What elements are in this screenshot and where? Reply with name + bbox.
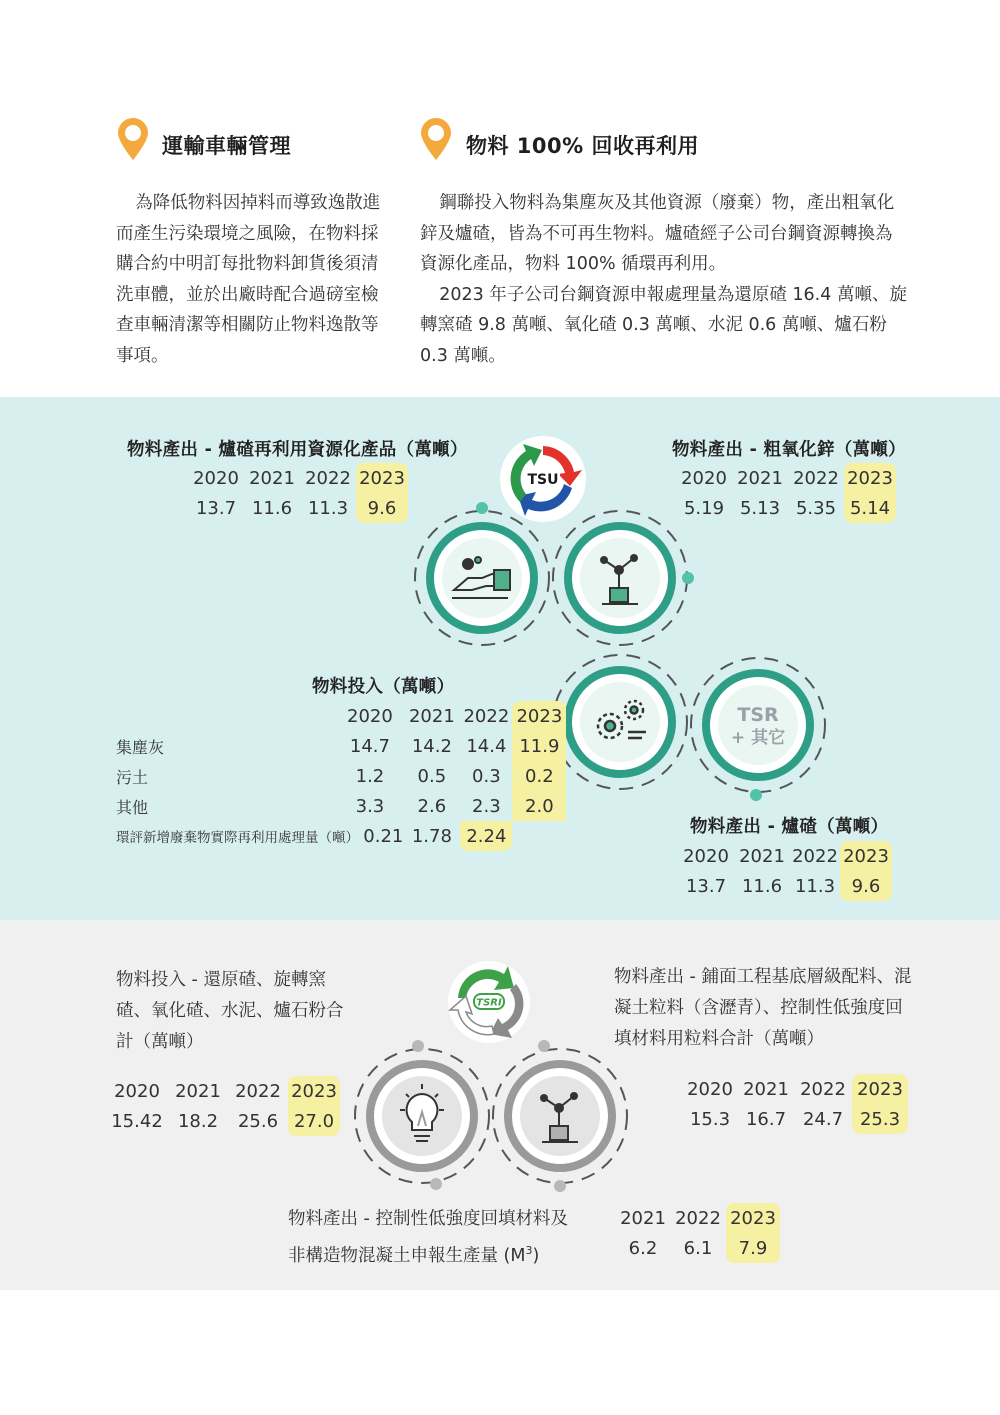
value-cell: 1.2 — [355, 765, 385, 787]
location-pin-icon — [116, 117, 150, 161]
input-total-title: 物料投入 - 還原碴、旋轉窯碴、氧化碴、水泥、爐石粉合計（萬噸） — [116, 970, 344, 1052]
value-cell: 11.3 — [794, 875, 836, 897]
paragraph: 為降低物料因掉料而導致逸散進而產生污染環境之風險，在物料採購合約中明訂每批物料卸貨後須清洗車體，並於出廠時配合過磅室檢查車輛清潔等相關防止物料逸散等事項。 — [116, 193, 381, 366]
value-cell: 14.4 — [466, 735, 507, 757]
row-label-text: 環評新增廢棄物實際再利用處理量（噸） — [116, 829, 359, 846]
clsm-title-line1: 物料產出 - 控制性低強度回填材料及 — [288, 1209, 568, 1229]
empty-cell — [116, 701, 337, 731]
tsr-others-text: + 其它 — [730, 728, 786, 748]
tsr-text: TSR — [737, 704, 779, 726]
year-cell: 2021 — [175, 1080, 221, 1102]
clsm-output-table — [616, 1203, 780, 1263]
row-label — [116, 821, 403, 851]
gray-dot — [554, 1180, 566, 1192]
value-cell-2023: 9.6 — [840, 871, 892, 901]
value-cell: 6.1 — [683, 1237, 713, 1259]
value-cell: 13.7 — [195, 497, 237, 519]
value-cell: 3.3 — [355, 795, 385, 817]
year-cell: 2020 — [681, 467, 727, 489]
value-cell-2023: 9.6 — [356, 493, 408, 523]
heading-vehicle-management: 運輸車輛管理 — [162, 134, 291, 158]
value-cell: 16.7 — [745, 1108, 787, 1130]
year-cell: 2021 — [739, 845, 785, 867]
value-cell: 14.7 — [349, 735, 390, 757]
gray-dot — [538, 1040, 550, 1052]
zinc-oxide-title: 物料產出 - 粗氧化鋅（萬噸） — [672, 440, 906, 460]
year-cell: 2020 — [687, 1078, 733, 1100]
clsm-output-title — [288, 1204, 608, 1272]
value-cell: 25.6 — [237, 1110, 279, 1132]
aggregate-output-title: 物料產出 - 鋪面工程基底層級配料、混凝土粒料（含瀝青）、控制性低強度回填材料用粒料合計（萬噸） — [614, 967, 912, 1049]
material-recycling-text — [420, 188, 908, 371]
value-cell: 11.3 — [307, 497, 349, 519]
gray-robot-arm-circle — [490, 1046, 630, 1186]
year-cell: 2021 — [408, 705, 455, 727]
value-cell: 15.42 — [111, 1110, 163, 1132]
row-label: 其他 — [116, 797, 149, 817]
teal-dot — [682, 572, 694, 584]
robot-arm-circle — [550, 508, 690, 648]
material-input-table — [116, 701, 566, 851]
vehicle-management-text — [116, 188, 382, 371]
value-cell-2023: 7.9 — [726, 1233, 780, 1263]
clsm-title-text: 非構造物混凝土申報生產量 (M — [288, 1245, 526, 1266]
lightbulb-circle — [352, 1046, 492, 1186]
year-cell: 2020 — [193, 467, 239, 489]
year-cell-2023: 2023 — [288, 1076, 340, 1106]
row-label: 集塵灰 — [116, 737, 165, 757]
value-cell-2023: 27.0 — [288, 1106, 340, 1136]
year-cell-2023: 2023 — [840, 841, 892, 871]
value-cell: 18.2 — [177, 1110, 219, 1132]
year-cell: 2022 — [675, 1207, 721, 1229]
material-handling-circle — [412, 508, 552, 648]
clsm-title-line2 — [288, 1235, 608, 1272]
location-pin-icon — [419, 117, 453, 161]
year-cell-2023: 2023 — [726, 1203, 780, 1233]
slag-products-title: 物料產出 - 爐碴再利用資源化產品（萬噸） — [127, 440, 468, 460]
input-total-table — [106, 1076, 340, 1136]
year-cell: 2022 — [792, 845, 838, 867]
value-cell: 5.19 — [683, 497, 725, 519]
slag-output-title: 物料產出 - 爐碴（萬噸） — [690, 817, 889, 837]
year-cell: 2020 — [683, 845, 729, 867]
value-cell: 5.13 — [739, 497, 781, 519]
value-cell: 14.2 — [411, 735, 452, 757]
gray-dot — [430, 1178, 442, 1190]
row-label: 污土 — [116, 767, 149, 787]
value-cell-2023: 2.0 — [512, 791, 566, 821]
value-cell: 6.2 — [628, 1237, 658, 1259]
value-cell: 15.3 — [689, 1108, 731, 1130]
value-cell: 24.7 — [802, 1108, 844, 1130]
zinc-oxide-table — [676, 463, 896, 523]
value-cell-2023: 11.9 — [512, 731, 566, 761]
paragraph: 鋼聯投入物料為集塵灰及其他資源（廢棄）物，產出粗氧化鋅及爐碴，皆為不可再生物料。爐碴經子公司台鋼資源轉換為資源化產品，物料 100% 循環再利用。 — [420, 193, 895, 274]
tsri-recycle-logo — [444, 960, 534, 1046]
year-cell: 2022 — [305, 467, 351, 489]
value-cell-2023: 25.3 — [852, 1104, 908, 1134]
tsu-logo-text: TSU — [527, 472, 559, 488]
year-cell: 2021 — [737, 467, 783, 489]
value-cell: 11.6 — [741, 875, 783, 897]
year-cell: 2022 — [235, 1080, 281, 1102]
gears-circle — [550, 652, 690, 792]
gray-dot — [412, 1040, 424, 1052]
clsm-title-end: ) — [532, 1245, 540, 1266]
value-cell: 1.78 — [411, 825, 452, 847]
value-cell: 13.7 — [685, 875, 727, 897]
year-cell: 2022 — [463, 705, 510, 727]
material-input-title: 物料投入（萬噸） — [312, 677, 455, 697]
teal-dot — [476, 502, 488, 514]
value-cell-2023: 2.24 — [460, 821, 512, 851]
year-cell: 2020 — [347, 705, 393, 727]
value-cell: 5.35 — [795, 497, 837, 519]
year-cell-2023: 2023 — [356, 463, 408, 493]
slag-products-table — [188, 463, 408, 523]
aggregate-output-table — [682, 1074, 908, 1134]
value-cell: 2.3 — [472, 795, 501, 817]
value-cell: 0.21 — [363, 825, 404, 847]
heading-material-recycling: 物料 100% 回收再利用 — [466, 134, 699, 158]
clsm-title-superscript: 3 — [525, 1244, 533, 1257]
year-cell-2023: 2023 — [844, 463, 896, 493]
tsri-logo-text: TSRI — [476, 997, 502, 1009]
value-cell: 0.5 — [417, 765, 447, 787]
teal-dot — [750, 789, 762, 801]
tsr-circle — [688, 655, 828, 795]
value-cell: 0.3 — [472, 765, 501, 787]
year-cell-2023: 2023 — [512, 701, 566, 731]
year-cell-2023: 2023 — [852, 1074, 908, 1104]
year-cell: 2022 — [793, 467, 839, 489]
value-cell-2023: 5.14 — [844, 493, 896, 523]
slag-output-table — [678, 841, 892, 901]
year-cell: 2021 — [620, 1207, 666, 1229]
year-cell: 2022 — [800, 1078, 846, 1100]
year-cell: 2021 — [249, 467, 295, 489]
paragraph: 2023 年子公司台鋼資源申報處理量為還原碴 16.4 萬噸、旋轉窯碴 9.8 萬噸、氧化碴 0.3 萬噸、水泥 0.6 萬噸、爐石粉 0.3 萬噸。 — [420, 284, 907, 366]
year-cell: 2020 — [114, 1080, 160, 1102]
value-cell: 11.6 — [251, 497, 293, 519]
value-cell-2023: 0.2 — [512, 761, 566, 791]
value-cell: 2.6 — [417, 795, 447, 817]
year-cell: 2021 — [743, 1078, 789, 1100]
